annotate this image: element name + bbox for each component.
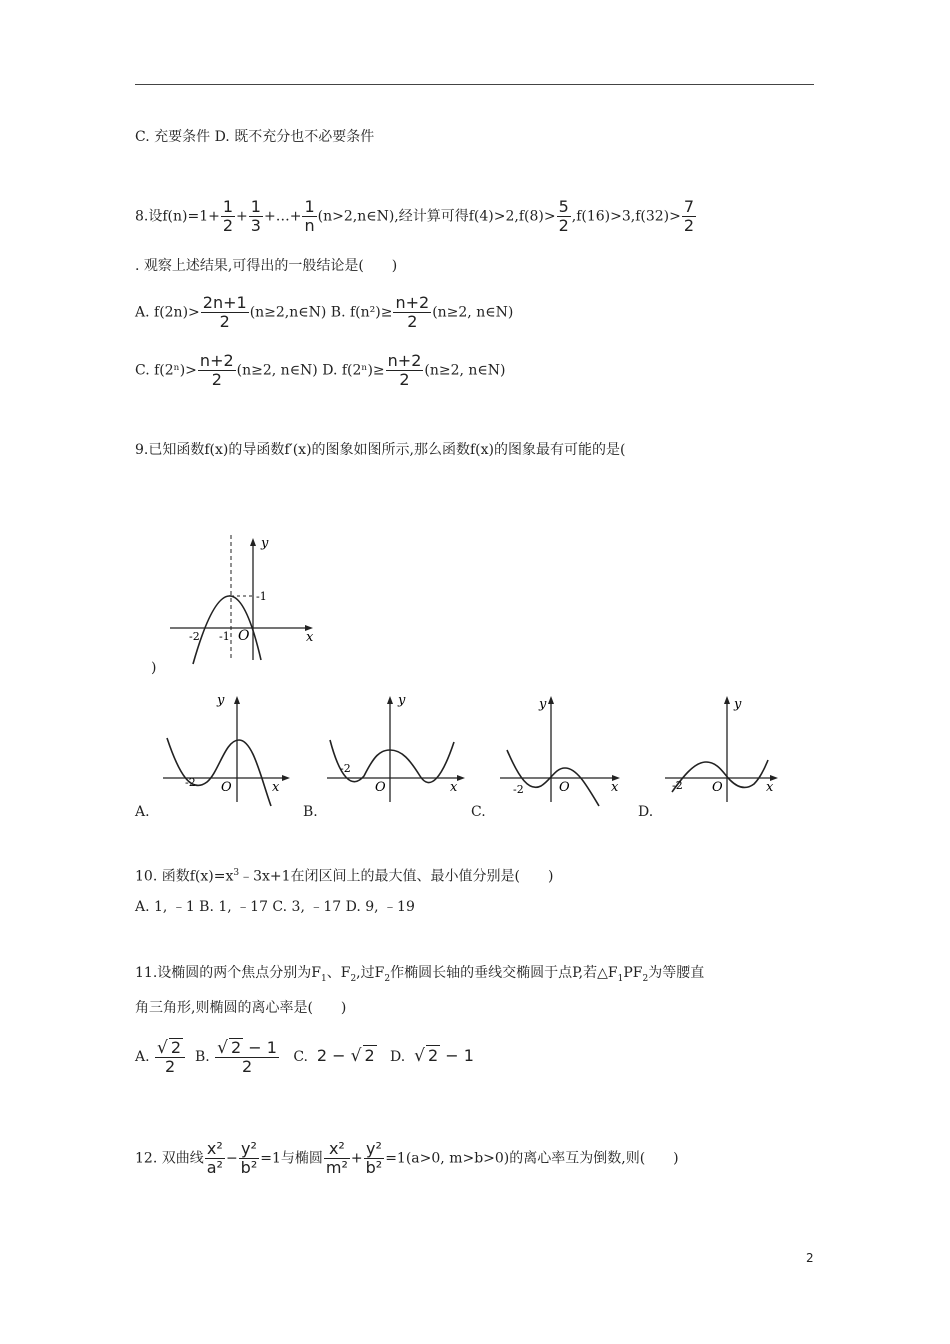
option-a-label: A. [135,804,150,820]
q11-question: 角三角形,则椭圆的离心率是( ) [135,1000,347,1016]
q12-statement: 12. 双曲线 $\frac{\text{x²}}{\text{a²}}$ − $\frac{\text{y²}}{\text{b²}}$ =1与椭圆 $\frac{\text{x²}}{\text{m²}}$ + $\frac{\text{y²}}{\text{b²}}$ =1(a>0, m>b>0)的离心率互为倒数,则( ) [135,1139,679,1177]
header-rule [135,84,814,85]
tick-label-max: -1 [256,590,267,603]
derivative-graph [165,530,325,665]
fraction: $\frac{1}{3}$ [250,197,261,235]
svg-text:y: y [734,697,742,712]
svg-text:-2: -2 [340,762,351,775]
option-c-graph[interactable] [495,690,625,810]
svg-text:O: O [712,780,723,795]
fraction: $\frac{1}{n}$ [304,197,315,235]
fraction: $\frac{7}{2}$ [683,197,695,235]
svg-text:x: x [611,780,619,795]
q8-options-cd: C. f(2ⁿ)> $\frac{n+2}{2}$ (n≥2, n∈N) D. f(2ⁿ)≥ $\frac{n+2}{2}$ (n≥2, n∈N) [135,351,506,389]
svg-text:-2: -2 [185,776,196,789]
svg-text:x: x [272,780,280,795]
svg-text:y: y [398,693,406,708]
q7-options-tail: C. 充要条件 D. 既不充分也不必要条件 [135,129,375,145]
option-d-graph[interactable] [660,690,790,810]
tick-label-neg2: -2 [189,630,200,643]
svg-text:x: x [766,780,774,795]
option-a-graph[interactable] [155,690,295,810]
q8-statement: 8.设f(n)=1+ $\frac{1}{2}$ + $\frac{1}{3}$ +…+ $\frac{1}{n}$ (n>2,n∈N),经计算可得f(4)>2,f(8)> $\frac{5}{2}$ ,f(16)>3,f(32)> $\frac{7}{2}$ [135,197,695,235]
svg-text:y: y [539,697,547,712]
q8-question: . 观察上述结果,可得出的一般结论是( ) [135,258,398,274]
fraction: $\frac{5}{2}$ [558,197,569,235]
q11-options: A. $\frac{√ 2}{2}$ B. $\frac{√ 2 - 1}{2}$ C. 2 − √ 2 D. √ 2 − 1 [135,1038,474,1076]
q8-options-ab: A. f(2n)> $\frac{2n+1}{2}$ (n≥2,n∈N) B. f(n²)≥ $\frac{n+2}{2}$ (n≥2, n∈N) [135,293,514,331]
y-axis-label: y [261,536,269,551]
q9-close-paren: ) [151,660,157,676]
page-number: 2 [806,1251,814,1265]
x-axis-label: x [306,630,314,645]
option-d-label: D. [638,804,654,820]
q10-options: A. 1, ﹣1 B. 1, ﹣17 C. 3, ﹣17 D. 9, ﹣19 [135,899,415,915]
option-b-label: B. [303,804,318,820]
svg-text:-2: -2 [672,779,683,792]
svg-text:O: O [375,780,386,795]
svg-text:O: O [559,780,570,795]
fraction: $\frac{1}{2}$ [222,197,234,235]
origin-label: O [238,628,250,644]
option-c-label: C. [471,804,486,820]
q10-statement: 10. 函数$f(x)=x^3﹣3x+1$在闭区间上的最大值、最小值分别是( ) [135,868,554,885]
tick-label-neg1: -1 [219,630,230,643]
svg-text:y: y [217,693,225,708]
svg-text:O: O [221,780,232,795]
svg-text:x: x [450,780,458,795]
q11-statement: 11.设椭圆的两个焦点分别为$F_1$、$F_2$,过$F_2$作椭圆长轴的垂线交椭圆于点P,若$\triangle F_1PF_2$为等腰直 [135,965,705,984]
option-b-graph[interactable] [322,690,472,810]
q9-statement: 9.已知函数f(x)的导函数f′(x)的图象如图所示,那么函数f(x)的图象最有可能的是( [135,442,626,458]
svg-text:-2: -2 [513,783,524,796]
